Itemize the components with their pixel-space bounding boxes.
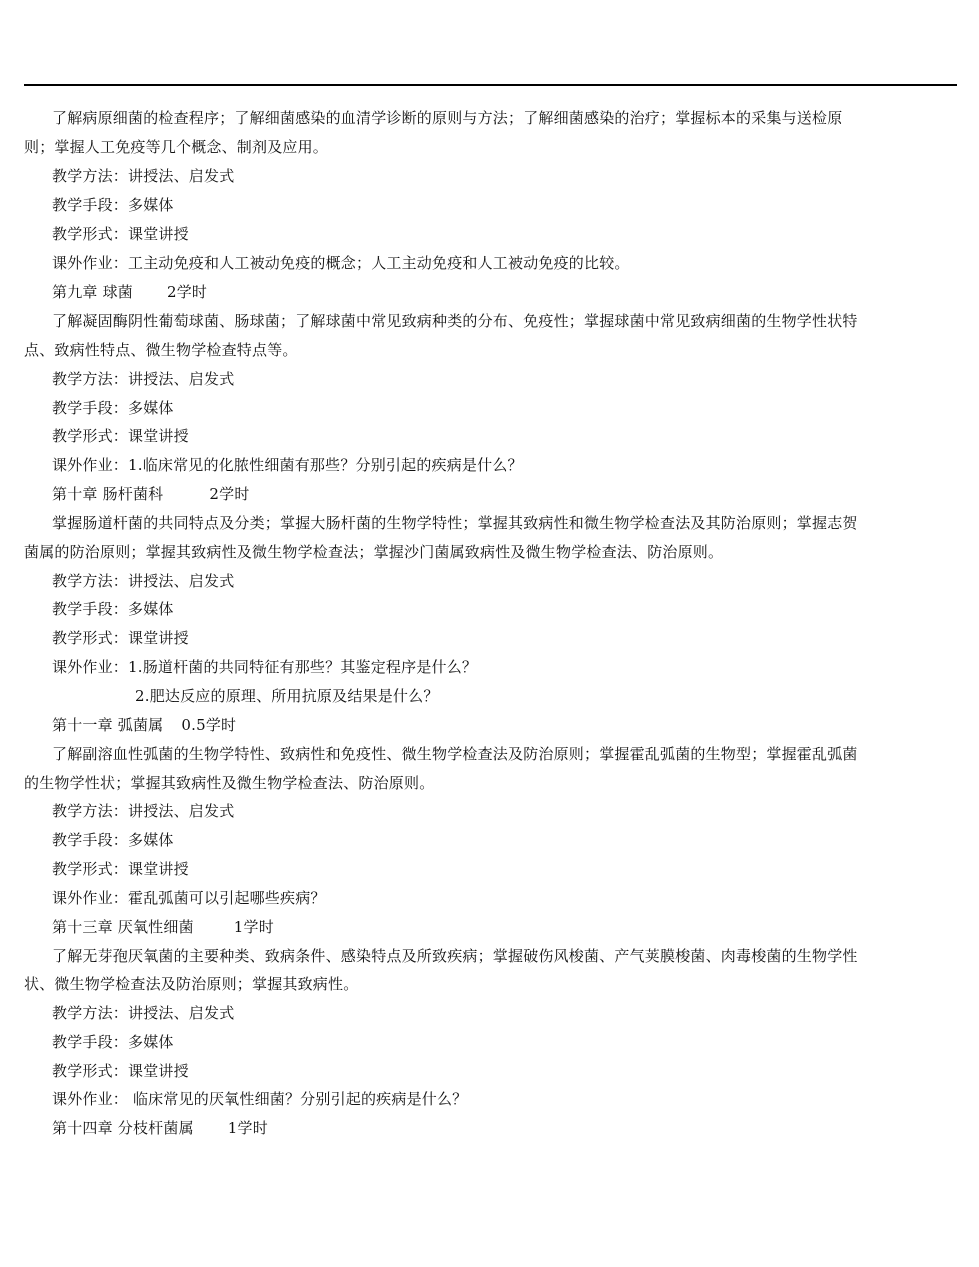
chapter-hours: 1学时: [233, 918, 274, 936]
homework: 课外作业：工主动免疫和人工被动免疫的概念；人工主动免疫和人工被动免疫的比较。: [52, 254, 630, 272]
chapter-hours: 0.5学时: [181, 716, 237, 734]
homework: 课外作业：霍乱弧菌可以引起哪些疾病？: [52, 889, 326, 907]
teaching-method: 教学方法：讲授法、启发式: [52, 1004, 235, 1022]
teaching-means: 教学手段：多媒体: [52, 196, 174, 214]
teaching-method: 教学方法：讲授法、启发式: [52, 370, 235, 388]
chapter-hours: 1学时: [227, 1119, 268, 1137]
homework: 课外作业：1.肠道杆菌的共同特征有那些？其鉴定程序是什么？: [52, 658, 478, 676]
teaching-method: 教学方法：讲授法、启发式: [52, 802, 235, 820]
chapter-hours: 2学时: [209, 485, 250, 503]
chapter-title: 第十章 肠杆菌科: [52, 485, 164, 503]
chapter-title: 第九章 球菌: [52, 283, 133, 301]
chapter-heading: [52, 715, 236, 735]
paragraph-line: 点、致病性特点、微生物学检查特点等。: [24, 341, 298, 359]
teaching-method: 教学方法：讲授法、启发式: [52, 572, 235, 590]
chapter-heading: [52, 917, 274, 937]
paragraph-line: 了解凝固酶阴性葡萄球菌、肠球菌；了解球菌中常见致病种类的分布、免疫性；掌握球菌中常见致病细菌的生物学性状特: [52, 312, 858, 330]
paragraph-line: 了解无芽孢厌氧菌的主要种类、致病条件、感染特点及所致疾病；掌握破伤风梭菌、产气荚膜梭菌、肉毒梭菌的生物学性: [52, 947, 858, 965]
teaching-form: 教学形式：课堂讲授: [52, 629, 189, 647]
paragraph-line: 则；掌握人工免疫等几个概念、制剂及应用。: [24, 138, 329, 156]
chapter-heading: [52, 484, 250, 504]
homework: 课外作业：1.临床常见的化脓性细菌有那些？分别引起的疾病是什么？: [52, 456, 523, 474]
homework: 课外作业： 临床常见的厌氧性细菌？分别引起的疾病是什么？: [52, 1090, 468, 1108]
paragraph-line: 的生物学性状；掌握其致病性及微生物学检查法、防治原则。: [24, 774, 435, 792]
teaching-means: 教学手段：多媒体: [52, 1033, 174, 1051]
chapter-hours: 2学时: [166, 283, 208, 301]
teaching-means: 教学手段：多媒体: [52, 600, 174, 618]
teaching-form: 教学形式：课堂讲授: [52, 225, 189, 243]
chapter-heading: [52, 282, 207, 302]
header-rule: [24, 84, 957, 86]
teaching-form: 教学形式：课堂讲授: [52, 860, 189, 878]
teaching-form: 教学形式：课堂讲授: [52, 427, 189, 445]
chapter-title: 第十四章 分枝杆菌属: [52, 1119, 194, 1137]
teaching-form: 教学形式：课堂讲授: [52, 1062, 189, 1080]
paragraph-line: 了解副溶血性弧菌的生物学特性、致病性和免疫性、微生物学检查法及防治原则；掌握霍乱弧菌的生物型；掌握霍乱弧菌: [52, 745, 858, 763]
homework-continuation: 2.肥达反应的原理、所用抗原及结果是什么？: [135, 687, 439, 705]
chapter-heading: [52, 1118, 268, 1138]
paragraph-line: 掌握肠道杆菌的共同特点及分类；掌握大肠杆菌的生物学特性；掌握其致病性和微生物学检查法及其防治原则；掌握志贺: [52, 514, 858, 532]
paragraph-line: 状、微生物学检查法及防治原则；掌握其致病性。: [24, 975, 359, 993]
chapter-title: 第十一章 弧菌属: [52, 716, 164, 734]
teaching-means: 教学手段：多媒体: [52, 831, 174, 849]
paragraph-line: 菌属的防治原则；掌握其致病性及微生物学检查法；掌握沙门菌属致病性及微生物学检查法、防治原则。: [24, 543, 724, 561]
teaching-method: 教学方法：讲授法、启发式: [52, 167, 235, 185]
chapter-title: 第十三章 厌氧性细菌: [52, 918, 194, 936]
teaching-means: 教学手段：多媒体: [52, 399, 174, 417]
paragraph-line: 了解病原细菌的检查程序；了解细菌感染的血清学诊断的原则与方法；了解细菌感染的治疗；掌握标本的采集与送检原: [52, 109, 843, 127]
